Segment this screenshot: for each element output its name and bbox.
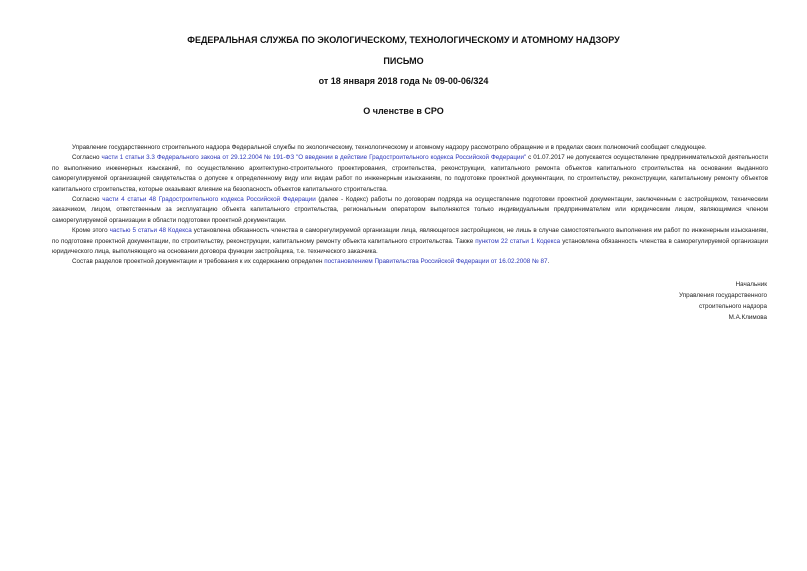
signature-name: М.А.Климова <box>728 314 767 321</box>
paragraph-2-text-1: Согласно <box>72 154 102 162</box>
signature-department: Управления государственного <box>678 292 767 299</box>
document-body <box>52 143 768 268</box>
link-federal-law-191[interactable]: части 1 статьи 3.3 Федерального закона от 29.12.2004 № 191-ФЗ "О введении в действие Градостроительного кодекса Российской Федерации" <box>101 154 527 162</box>
link-gradcode-art1-item22[interactable]: пунктом 22 статьи 1 Кодекса <box>475 237 561 245</box>
organization-heading: ФЕДЕРАЛЬНАЯ СЛУЖБА ПО ЭКОЛОГИЧЕСКОМУ, ТЕХНОЛОГИЧЕСКОМУ И АТОМНОМУ НАДЗОРУ <box>187 35 620 45</box>
link-gradcode-art48-part4[interactable]: части 4 статьи 48 Градостроительного кодекса Российской Федерации <box>102 196 316 204</box>
paragraph-5-text-2: . <box>547 258 550 266</box>
paragraph-3-text-1: Согласно <box>72 196 103 204</box>
link-gradcode-art48-part5[interactable]: частью 5 статьи 48 Кодекса <box>109 227 192 235</box>
paragraph-5-text-1: Состав разделов проектной документации и требования к их содержанию определен <box>72 258 325 266</box>
document-date-number: от 18 января 2018 года № 09-00-06/324 <box>318 76 489 86</box>
signature-position: Начальник <box>735 281 767 288</box>
paragraph-3-text-2: (далее - Кодекс) работы по договорам подряда на осуществление подготовки проектной документации, заключенным с застройщиком, техническим заказчиком, лицом, ответственным за эксплуатацию объекта капитального строительства, региональным оператором выполняются только индивидуальным предпринимателем или юридическим лицом, являющимися членом саморегулируемой организации в области подготовки проектной документации. <box>52 196 768 224</box>
document-type: ПИСЬМО <box>383 56 424 66</box>
paragraph-1: Управление государственного строительного надзора Федеральной службы по экологическому, технологическому и атомному надзору рассмотрело обращение и в пределах своих полномочий сообщает следующее. <box>72 144 707 151</box>
document-subject: О членстве в СРО <box>363 106 444 116</box>
link-government-decree-87[interactable]: постановлением Правительства Российской Федерации от 16.02.2008 № 87 <box>324 258 548 266</box>
paragraph-4-text-2: установлена обязанность членства в саморегулируемой организации лица, являющегося застройщиком, не лишь в случае самостоятельного выполнения им работ по инженерным изысканиям, по подготовке проектной документации, по строительству, реконструкции, капитальному ремонту объекта капитального строительства. Также <box>52 227 768 245</box>
paragraph-4-text-3: установлена обязанность членства в саморегулируемой организации юридического лица, выполняющего на основании договора функции застройщика, т.е. технического заказчика. <box>52 237 768 256</box>
paragraph-5 <box>52 257 768 267</box>
paragraph-3 <box>52 195 768 226</box>
signature-block <box>679 279 767 323</box>
paragraph-4-text-1: Кроме этого <box>72 227 110 235</box>
signature-department-cont: строительного надзора <box>699 303 767 310</box>
paragraph-2 <box>52 153 768 195</box>
paragraph-2-text-2: с 01.07.2017 не допускается осуществление предпринимательской деятельности по выполнению инженерных изысканий, по осуществлению архитектурно-строительного проектирования, строительства, реконструкции, капитального ремонта объектов капитального строительства на основании выданного саморегулируемой организацией свидетельства о допуске к определенному виду или видам работ по инженерным изысканиям, по подготовке проектной документации, по строительству, реконструкции, капитальному ремонту объектов капитального строительства, которые оказывают влияние на безопасность объектов капитального строительства. <box>52 154 768 193</box>
paragraph-4 <box>52 226 768 257</box>
